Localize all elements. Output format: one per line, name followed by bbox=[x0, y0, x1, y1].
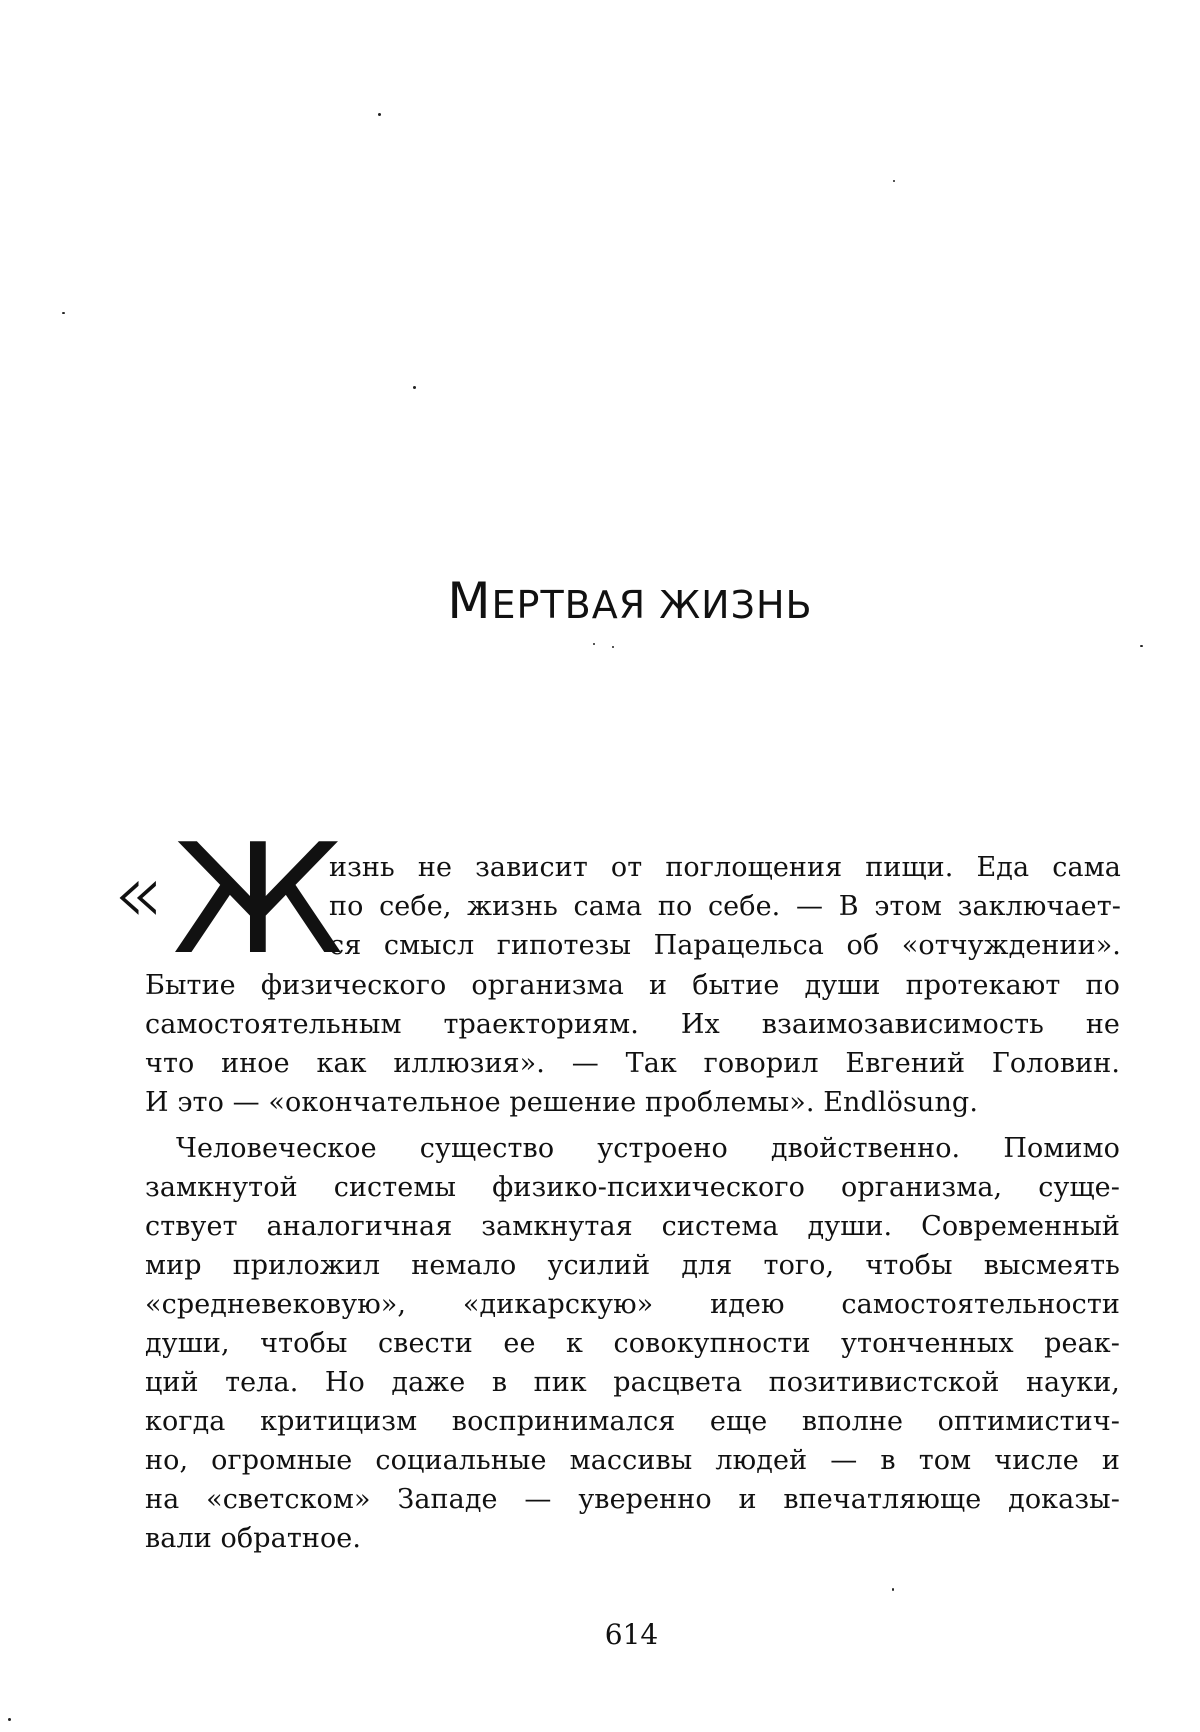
drop-cap bbox=[112, 811, 344, 988]
text-line: ствует аналогичная замкнутая система души. Современный bbox=[145, 1211, 1120, 1242]
scan-speck bbox=[593, 643, 595, 645]
scan-speck bbox=[893, 180, 895, 182]
text-line: когда критицизм воспринимался еще вполне оптимистич- bbox=[145, 1406, 1120, 1437]
text-line: на «светском» Западе — уверенно и впечатляюще доказы- bbox=[145, 1484, 1120, 1515]
chapter-title bbox=[0, 572, 1200, 630]
text-line: Человеческое существо устроено двойственно. Помимо bbox=[176, 1133, 1120, 1164]
scan-speck bbox=[612, 646, 614, 648]
text-line: мир приложил немало усилий для того, чтобы высмеять bbox=[145, 1250, 1120, 1281]
text-line: по себе, жизнь сама по себе. — В этом заключает- bbox=[329, 891, 1121, 922]
text-line: изнь не зависит от поглощения пищи. Еда сама bbox=[329, 852, 1121, 883]
chapter-title-initial: М bbox=[447, 572, 492, 630]
text-line: души, чтобы свести ее к совокупности утонченных реак- bbox=[145, 1328, 1120, 1359]
text-line: вали обратное. bbox=[145, 1523, 362, 1554]
scan-speck bbox=[1140, 645, 1143, 647]
text-line: но, огромные социальные массивы людей — в том числе и bbox=[145, 1445, 1120, 1476]
scan-speck bbox=[62, 312, 65, 314]
scan-speck bbox=[413, 386, 416, 389]
scan-speck bbox=[378, 113, 381, 116]
chapter-title-rest: ЕРТВАЯ ЖИЗНЬ bbox=[491, 583, 813, 627]
drop-cap-letter: Ж bbox=[171, 811, 344, 988]
text-line: ся смысл гипотезы Парацельса об «отчуждении». bbox=[329, 930, 1121, 961]
drop-cap-quote: « bbox=[112, 847, 163, 942]
text-line: Бытие физического организма и бытие души протекают по bbox=[145, 970, 1120, 1001]
text-line: самостоятельным траекториям. Их взаимозависимость не bbox=[145, 1009, 1120, 1040]
text-line: ций тела. Но даже в пик расцвета позитивистской науки, bbox=[145, 1367, 1120, 1398]
text-line: замкнутой системы физико-психического организма, суще- bbox=[145, 1172, 1120, 1203]
scan-speck bbox=[8, 1718, 11, 1721]
text-line: что иное как иллюзия». — Так говорил Евгений Головин. bbox=[145, 1048, 1120, 1079]
page-number: 614 bbox=[604, 1618, 659, 1651]
scan-speck bbox=[892, 1588, 894, 1591]
text-line: «средневековую», «дикарскую» идею самостоятельности bbox=[145, 1289, 1120, 1320]
text-line: И это — «окончательное решение проблемы». Endlösung. bbox=[145, 1087, 978, 1118]
